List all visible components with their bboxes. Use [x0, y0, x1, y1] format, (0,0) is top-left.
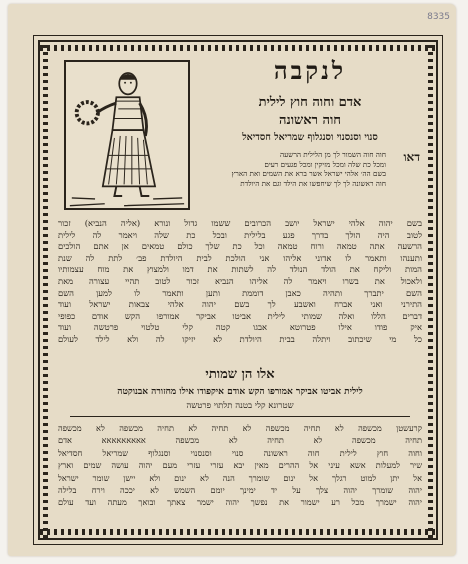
frame-left-border [43, 42, 48, 538]
text-line: תחיה מכשפה לא תחיה לא מכשפה אאאאאאאאא אדם [58, 435, 422, 446]
catalog-number: 8335 [427, 12, 450, 22]
amulet-sheet [8, 4, 456, 556]
text-line: אל יתן למוט רגלך אל ינום שומרך הנה לא ינום ולא יישן שומר ישראל [58, 472, 422, 483]
woodcut-figure-illustration [64, 60, 190, 210]
closing-names-second: שטרונא קלי בטנה תלתוי פרטשה [186, 401, 294, 411]
lower-incantation-text [58, 422, 422, 509]
amulet-title: לנקבה [273, 56, 347, 85]
text-line: הרשעה אתה טמאה ורוח טמאה וכל כת שלך כולם טמאים אן אתם הולכים [58, 241, 422, 252]
text-line: בשם יהוה אלהי ישראל יושב הכרובים ששמו גדול ונורא (אליה הנביא) זכור [58, 218, 422, 228]
text-line: השם יתברך ותהיה כאבן דוממת ותען ותאמר לו למען השם [58, 287, 422, 298]
intro-line: ומכל כת שלה ומכל מזיקין ומכל פגעים רעים [264, 159, 386, 169]
woman-with-wreath-icon [66, 62, 188, 208]
text-line: איק פודו אילו פטרוטא אבגו קטה קלי טלטוי פרטשה ועוד [58, 322, 422, 333]
section-divider [70, 416, 410, 417]
text-line: קרעשטן מכשפה לא תחיה מכשפה לא תחיה לא תחיה מכשפה לא מכשפה [58, 423, 422, 433]
text-line: וחוה חוץ לילית חוה ראשונה סנוי וסנסנוי וסנגלוף שמריאל חסדיאל [58, 447, 422, 458]
text-line: לטוב היה הולך בדרך פגע בלילית ובכל כת שלה ויאמר לה לילית [58, 229, 422, 240]
intro-line: חוה ראשונה לך לך שיחפשו את הילד וגם את היולדת [240, 178, 386, 188]
text-line: המות וליקח את הולד הנולד לה לשתות את דמו ולמצוץ את מוח עצמותיו [58, 264, 422, 275]
amulet-subtitle-second: חוה ראשונה [279, 113, 341, 128]
text-line: דברים הללו ואלה שמותי לילית אביטו אביקר אמורפו הקש אודם כפופי [58, 310, 422, 321]
text-line: ותענהו ותאמר לו אדוני אליהו אני הולכת לבית היולדת פב׳ לתת לה שנת [58, 252, 422, 263]
angel-names: סנוי וסנסנוי וסנגלוף שמריאל חסדיאל [242, 132, 378, 143]
frame-top-border [40, 45, 436, 51]
intro-block [200, 150, 420, 188]
text-line: התירני ואני אברח ואשבע לך בשם יהוה אלהי צבאות ישראל ועוד [58, 299, 422, 310]
text-line: שיר למעלות אשא עיני אל ההרים מאין יבא עזרי עזרי מעם יהוה עושה שמים וארץ [58, 460, 422, 471]
frame-bottom-border [40, 529, 436, 535]
text-line: יהוה שומרך יהוה צלך על יד ימינך יומם השמש לא יככה וירח בלילה [58, 485, 422, 496]
amulet-subtitle: אדם וחוה חוץ לילית [258, 95, 362, 110]
text-line: ולאכול את בשרו ויאמר לה אליהו הנביא זכור לטוב תהיי עצורה מאת [58, 275, 422, 286]
intro-line: בשם הה׳ אלהי ישראל אשר ברא את השמים ואת הארץ [231, 169, 386, 178]
frame-right-border [428, 42, 433, 538]
intro-line: חוה חוה השמור לך מן הלילית הרשעה [280, 150, 386, 159]
intro-word: דאו [403, 150, 420, 164]
main-incantation-text [58, 218, 422, 346]
text-line: כל מי שיכתוב ויתלה בבית היולדת לא יזיקו לה ולא לילד לעולם [58, 333, 422, 344]
decorative-frame [38, 40, 438, 540]
closing-names: לילית אביטו אביקר אמורפו הקש אודם איקפודו אילו מחזורה אבנוקטה [117, 387, 363, 397]
closing-heading: אלו הן שמותי [205, 367, 275, 382]
text-line: יהוה ישמרך מכל רע ישמור את נפשך יהוה ישמר צאתך ובואך מעתה ועד עולם [58, 497, 422, 508]
